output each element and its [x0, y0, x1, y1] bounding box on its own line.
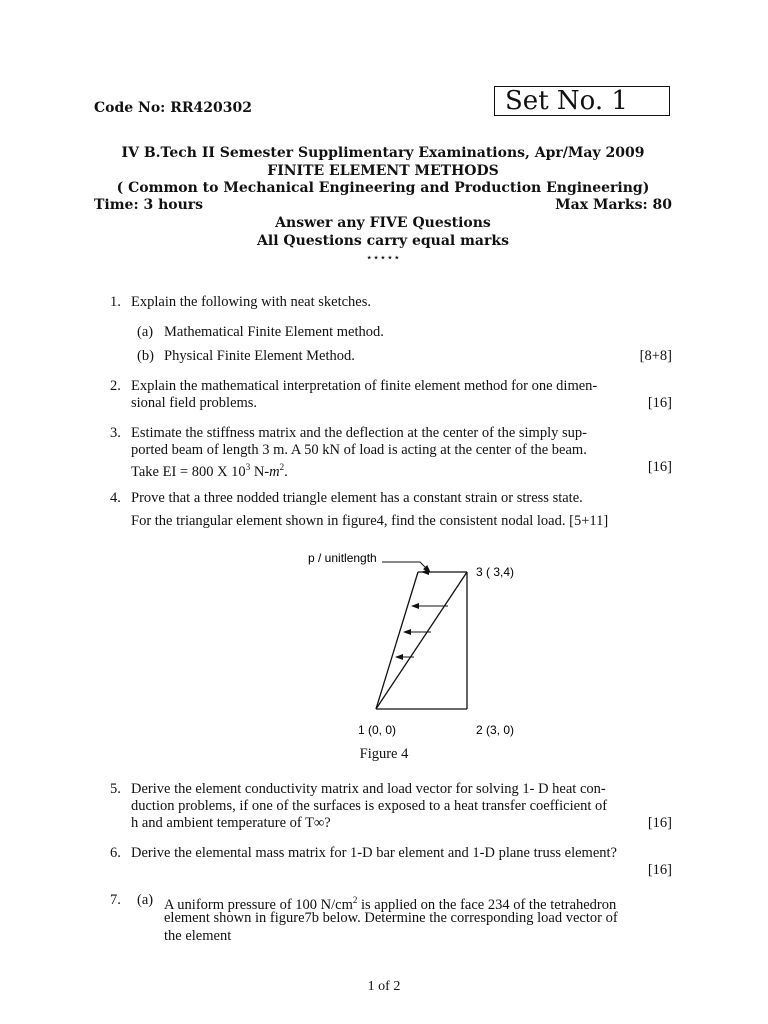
question-5-number: 5.	[110, 781, 121, 797]
question-7a-line-2: element shown in figure7b below. Determine the corresponding load vector of	[164, 910, 618, 926]
question-7a-line-3: the element	[164, 928, 232, 944]
question-1a-text: Mathematical Finite Element method.	[164, 324, 384, 340]
question-3-unit-n: N-	[250, 463, 270, 480]
question-3-unit-m: m	[269, 463, 280, 480]
load-distribution-line	[376, 572, 418, 709]
instruction-equal-marks: All Questions carry equal marks	[257, 233, 509, 249]
question-7a-text-end: is applied on the face 234 of the tetrahedron	[357, 896, 617, 913]
question-3-ei-text: Take EI = 800 X 10	[131, 463, 246, 480]
question-4-line-1: Prove that a three nodded triangle element has a constant strain or stress state.	[131, 490, 583, 506]
question-6-marks: [16]	[647, 862, 672, 878]
figure-4-caption: Figure 4	[359, 746, 409, 762]
question-5-line-2: duction problems, if one of the surfaces is exposed to a heat transfer coefficient of	[131, 798, 608, 814]
question-3-period: .	[284, 463, 288, 480]
question-7a-text-pre: A uniform pressure of 100 N/cm	[164, 896, 353, 913]
question-5-marks: [16]	[647, 815, 672, 831]
question-6-number: 6.	[110, 845, 121, 861]
question-3-line-1: Estimate the stiffness matrix and the deflection at the center of the simply sup-	[131, 425, 587, 441]
question-4-line-2: For the triangular element shown in figure4, find the consistent nodal load. [5+11]	[131, 513, 609, 529]
question-3-number: 3.	[110, 425, 121, 441]
question-3-marks: [16]	[647, 459, 672, 475]
question-1-marks: [8+8]	[639, 348, 672, 364]
node-2-label: 2 (3, 0)	[476, 723, 515, 737]
exam-title: IV B.Tech II Semester Supplimentary Examinations, Apr/May 2009	[121, 145, 645, 161]
leader-line	[382, 562, 430, 572]
question-1a-label: (a)	[137, 324, 154, 340]
instruction-answer-five: Answer any FIVE Questions	[275, 215, 491, 231]
question-1b-text: Physical Finite Element Method.	[164, 348, 355, 364]
question-7a-label: (a)	[137, 892, 154, 908]
question-1b-label: (b)	[137, 348, 154, 364]
question-3-line-3	[131, 459, 288, 480]
question-2-marks: [16]	[647, 395, 672, 411]
set-number-box: Set No. 1	[494, 86, 670, 116]
question-6-line-1: Derive the elemental mass matrix for 1-D bar element and 1-D plane truss element?	[131, 845, 617, 861]
common-note: ( Common to Mechanical Engineering and Production Engineering)	[116, 180, 650, 196]
question-5-line-1: Derive the element conductivity matrix and load vector for solving 1- D heat con-	[131, 781, 606, 797]
load-label: p / unitlength	[308, 551, 377, 565]
question-2-line-2: sional field problems.	[131, 395, 258, 411]
node-1-label: 1 (0, 0)	[358, 723, 397, 737]
question-4-number: 4.	[110, 490, 121, 506]
stars-separator: ⋆⋆⋆⋆⋆	[365, 251, 401, 264]
question-1-number: 1.	[110, 294, 121, 310]
subject-title: FINITE ELEMENT METHODS	[267, 163, 499, 179]
time-allowed: Time: 3 hours	[94, 197, 204, 213]
code-number: Code No: RR420302	[94, 100, 252, 116]
question-3-exponent: 3	[245, 462, 251, 472]
question-2-number: 2.	[110, 378, 121, 394]
question-5-line-3: h and ambient temperature of T∞?	[131, 815, 331, 831]
node-3-label: 3 ( 3,4)	[476, 565, 515, 579]
question-7a-exponent: 2	[352, 895, 358, 905]
question-7-number: 7.	[110, 892, 121, 908]
max-marks: Max Marks: 80	[555, 197, 672, 213]
figure-4-triangle-diagram	[290, 540, 530, 740]
question-3-line-2: ported beam of length 3 m. A 50 kN of load is acting at the center of the beam.	[131, 442, 587, 458]
page-number: 1 of 2	[367, 979, 401, 994]
question-1-text: Explain the following with neat sketches.	[131, 294, 372, 310]
triangle-edge-hypotenuse	[376, 572, 467, 709]
question-2-line-1: Explain the mathematical interpretation of finite element method for one dimen-	[131, 378, 598, 394]
question-3-unit-exponent: 2	[279, 462, 285, 472]
